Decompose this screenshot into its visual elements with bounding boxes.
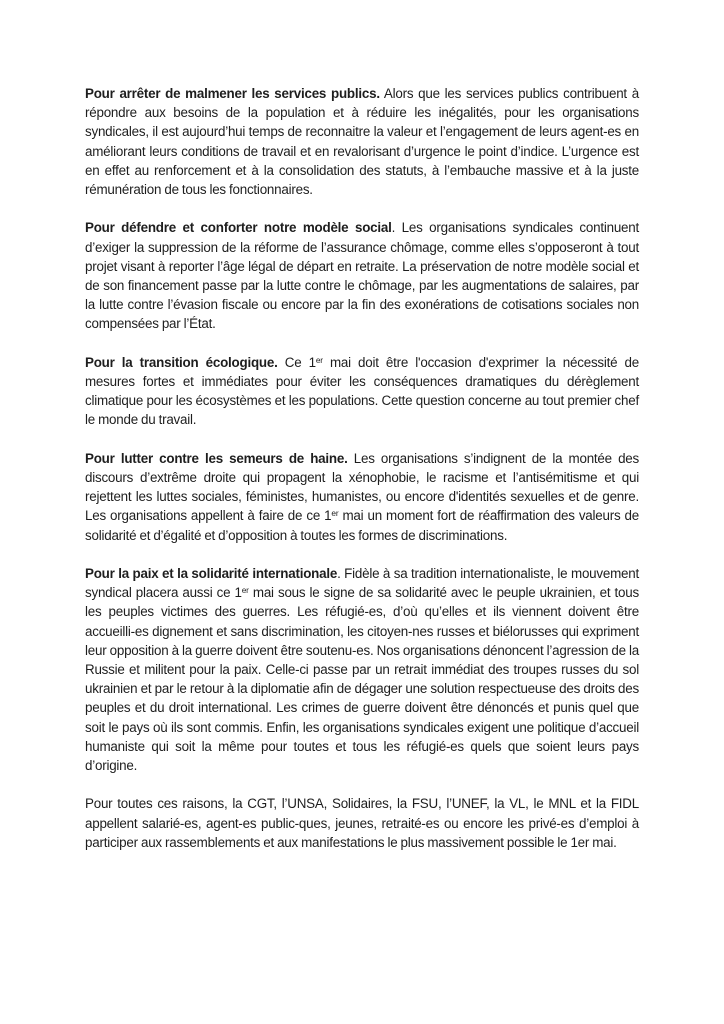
paragraph — [85, 794, 639, 852]
document-body — [85, 84, 639, 852]
paragraph-text: Pour toutes ces raisons, la CGT, l’UNSA, Solidaires, la FSU, l’UNEF, la VL, le MNL et la FIDL appellent salarié-es, agent-es public-ques, jeunes, retraité-es ou encore les privé-es d’emploi à participer aux rassemblements et aux manifestations le plus massivement possible le 1er mai. — [85, 796, 639, 850]
paragraph-text: . Les organisations syndicales continuent d’exiger la suppression de la réforme de l’assurance chômage, comme elles s’opposeront à tout projet visant à reporter l’âge légal de départ en retraite. La préservation de notre modèle social et de son financement passe par la lutte contre le chômage, par les augmentations de salaires, par la lutte contre l’évasion fiscale ou encore par la fin des exonérations de cotisations sociales non compensées par l’État. — [85, 220, 639, 332]
paragraph-text: er — [315, 354, 323, 365]
paragraph-text: er — [331, 508, 339, 519]
paragraph-lead-text: Pour lutter contre les semeurs de haine. — [85, 450, 348, 466]
paragraph-text: Les organisations s’indignent de la montée des discours d’extrême droite qui propagent la xénophobie, le racisme et l’antisémitisme et qui rejettent les luttes sociales, féministes, humanistes, ou encore d'identités sexuelles et de genre. Les organisations appellent à faire de ce 1 — [85, 450, 639, 524]
paragraph — [85, 84, 639, 199]
paragraph-text: mai un moment fort de réaffirmation des valeurs de solidarité et d’égalité et d’opposition à toutes les formes de discriminations. — [85, 508, 640, 543]
paragraph — [85, 449, 639, 545]
paragraph-text: . Fidèle à sa tradition internationaliste, le mouvement syndical placera aussi ce 1 — [85, 566, 639, 601]
paragraph — [85, 353, 639, 430]
paragraph-text: mai doit être l'occasion d'exprimer la nécessité de mesures fortes et immédiates pour éviter les conséquences dramatiques du dérèglement climatique pour les écosystèmes et les populations. Cette question concerne au tout premier chef le monde du travail. — [85, 354, 639, 428]
paragraph — [85, 564, 639, 775]
paragraph-text: Ce 1 — [277, 354, 316, 370]
paragraph-lead-text: Pour la paix et la solidarité internationale — [85, 566, 338, 582]
paragraph-lead-text: Pour défendre et conforter notre modèle social — [85, 220, 392, 236]
paragraph — [85, 218, 639, 333]
paragraph-lead-text: Pour la transition écologique. — [85, 354, 278, 370]
paragraph-text: mai sous le signe de sa solidarité avec le peuple ukrainien, et tous les peuples victimes des guerres. Les réfugié-es, d’où qu’elles et ils viennent doivent être accueilli-es dignement et sans discrimination, les citoyen-nes russes et biélorusses qui expriment leur opposition à la guerre doivent être soutenu-es. Nos organisations dénoncent l’agression de la Russie et militent pour la paix. Celle-ci passe par un retrait immédiat des troupes russes du sol ukrainien et par le retour à la diplomatie afin de dégager une solution respectueuse des droits des peuples et du droit international. Les crimes de guerre doivent être dénoncés et punis quel que soit le pays où ils sont commis. Enfin, les organisations syndicales exigent une politique d’accueil humaniste qui soit la même pour toutes et tous les réfugié-es quels que soient leurs pays d’origine. — [85, 585, 639, 774]
paragraph-text: Alors que les services publics contribuent à répondre aux besoins de la population et à réduire les inégalités, pour les organisations syndicales, il est aujourd’hui temps de reconnaitre la valeur et l’engagement de leurs agent-es en améliorant leurs conditions de travail et en revalorisant d’urgence le point d’indice. L’urgence est en effet au renforcement et à la consolidation des statuts, à l’embauche massive et à la juste rémunération de tous les fonctionnaires. — [85, 86, 639, 198]
paragraph-text: er — [241, 585, 249, 596]
paragraph-lead-text: Pour arrêter de malmener les services publics. — [85, 86, 380, 101]
